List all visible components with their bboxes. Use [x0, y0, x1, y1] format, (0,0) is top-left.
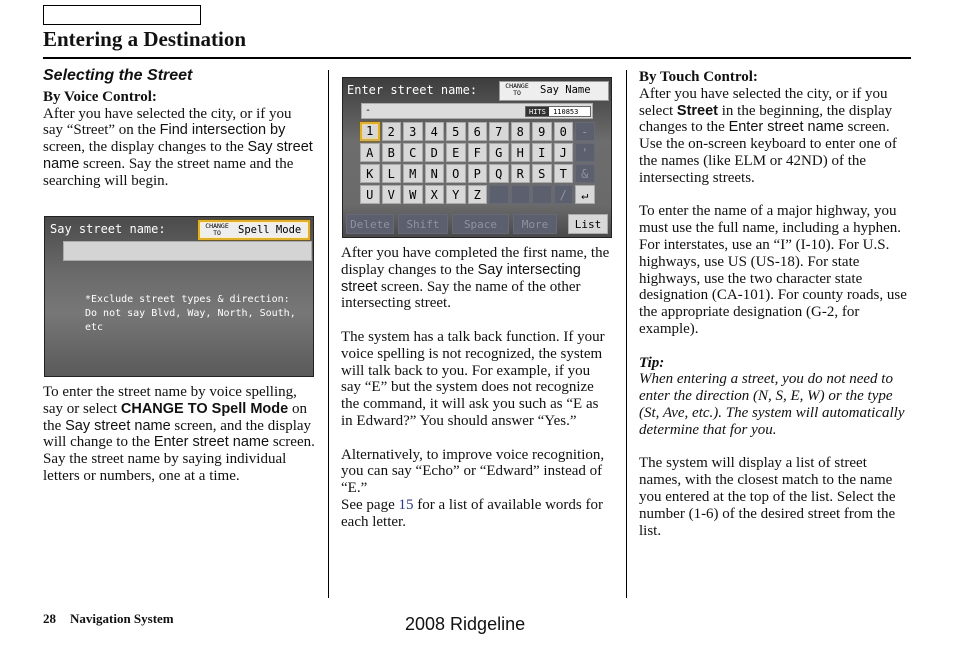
- key[interactable]: 3: [403, 122, 423, 141]
- keyboard-bottom-row: [346, 214, 610, 234]
- delete-button[interactable]: Delete: [346, 214, 394, 234]
- key[interactable]: O: [446, 164, 466, 183]
- page-15-link[interactable]: 15: [398, 496, 414, 513]
- key[interactable]: S: [532, 164, 552, 183]
- title-rule: [43, 57, 911, 59]
- hits-counter: HITS 110853: [525, 106, 591, 117]
- change-to-spell-mode-button[interactable]: CHANGE TO Spell Mode: [198, 220, 310, 240]
- voice-paragraph: After you have selected the city, or if you say “Street” on the Find intersection by screen, the display changes to the Say street name screen. Say the street name and the searching will begin.: [43, 105, 313, 189]
- key[interactable]: B: [382, 143, 402, 162]
- key[interactable]: R: [511, 164, 531, 183]
- key[interactable]: F: [468, 143, 488, 162]
- enter-street-name-screen: [342, 77, 612, 238]
- screen-label: Enter street name:: [347, 83, 478, 97]
- key[interactable]: C: [403, 143, 423, 162]
- key[interactable]: 0: [554, 122, 574, 141]
- key[interactable]: [489, 185, 509, 204]
- key[interactable]: V: [382, 185, 402, 204]
- key[interactable]: E: [446, 143, 466, 162]
- say-street-name-screen: [44, 216, 314, 377]
- key[interactable]: Q: [489, 164, 509, 183]
- list-button[interactable]: List: [568, 214, 608, 234]
- voice-heading: By Voice Control:: [43, 88, 157, 105]
- key[interactable]: A: [360, 143, 380, 162]
- individual-letters-paragraph: Say the street name by saying individual letters or numbers, one at a time.: [43, 451, 287, 484]
- list-paragraph: The system will display a list of street names, with the closest match to the name you entered at the top of the list. Select the number (1-6) of the desired street from the list.: [639, 455, 896, 539]
- more-button[interactable]: More: [513, 214, 557, 234]
- key[interactable]: 8: [511, 122, 531, 141]
- key[interactable]: -: [575, 122, 595, 141]
- page-title: Entering a Destination: [43, 27, 247, 51]
- key[interactable]: N: [425, 164, 445, 183]
- key[interactable]: M: [403, 164, 423, 183]
- exclude-note: *Exclude street types & direction: Do not say Blvd, Way, North, South, etc: [85, 294, 296, 333]
- footer-section: Navigation System: [70, 611, 174, 626]
- footer-left: [43, 611, 174, 627]
- touch-heading: By Touch Control:: [639, 69, 758, 85]
- column-divider-2: [626, 70, 627, 598]
- key[interactable]: H: [511, 143, 531, 162]
- alternative-paragraph: Alternatively, to improve voice recognition, you can say “Echo” or “Edward” instead of “E.”: [341, 446, 605, 497]
- key[interactable]: J: [554, 143, 574, 162]
- key[interactable]: 6: [468, 122, 488, 141]
- tip-text: When entering a street, you do not need to enter the direction (N, S, E, W) or the type (St, Ave, etc.). The system will automatically determine that for you.: [639, 371, 905, 438]
- key[interactable]: 4: [425, 122, 445, 141]
- key[interactable]: /: [554, 185, 574, 204]
- footer-model: 2008 Ridgeline: [405, 614, 526, 634]
- shift-button[interactable]: Shift: [398, 214, 448, 234]
- page-number: 28: [43, 611, 56, 626]
- key[interactable]: L: [382, 164, 402, 183]
- screen-label: Say street name:: [50, 222, 166, 236]
- left-column: [43, 68, 315, 190]
- street-name-field: [63, 241, 312, 261]
- key[interactable]: U: [360, 185, 380, 204]
- key[interactable]: D: [425, 143, 445, 162]
- key[interactable]: K: [360, 164, 380, 183]
- key[interactable]: &: [575, 164, 595, 183]
- key[interactable]: W: [403, 185, 423, 204]
- key[interactable]: T: [554, 164, 574, 183]
- right-column: [639, 69, 911, 539]
- header-box: [43, 5, 201, 25]
- key[interactable]: P: [468, 164, 488, 183]
- tip-heading: Tip:: [639, 354, 665, 371]
- change-to-say-name-button[interactable]: CHANGE TO Say Name: [499, 81, 609, 101]
- column-divider-1: [328, 70, 329, 598]
- key[interactable]: [532, 185, 552, 204]
- key[interactable]: Z: [468, 185, 488, 204]
- key[interactable]: 5: [446, 122, 466, 141]
- spell-mode-paragraph: To enter the street name by voice spelling, say or select CHANGE TO Spell Mode on the Say street name screen, and the display will change to the Enter street name screen.: [43, 384, 315, 451]
- key[interactable]: 9: [532, 122, 552, 141]
- touch-paragraph: After you have selected the city, or if you select Street in the beginning, the display changes to the Enter street name screen. Use the on-screen keyboard to enter one of the names (like ELM or 42ND) of the intersecting streets.: [639, 85, 897, 186]
- highway-paragraph: To enter the name of a major highway, you must use the full name, including a hyphen. For interstates, use an “I” (I-10). For U.S. highways, use US (US-18). For state highways, use the two character state designation (CA-101). For county roads, use the appropriate designation (G-2, for example).: [639, 203, 907, 337]
- key[interactable]: 2: [382, 122, 402, 141]
- space-button[interactable]: Space: [452, 214, 509, 234]
- key[interactable]: X: [425, 185, 445, 204]
- street-entry-field[interactable]: -: [361, 103, 593, 119]
- key[interactable]: [511, 185, 531, 204]
- key[interactable]: Y: [446, 185, 466, 204]
- intersecting-paragraph: After you have completed the first name, the display changes to the Say intersecting street screen. Say the name of the other intersecting street.: [341, 245, 610, 312]
- middle-column: [341, 245, 613, 531]
- on-screen-keyboard: [360, 122, 595, 204]
- talk-back-paragraph: The system has a talk back function. If your voice spelling is not recognized, the system will talk back to you. For example, if you say “E” but the system does not recognize the command, it will ask you such as “E as in Edward?” You should answer “Yes.”: [341, 328, 605, 429]
- see-page-paragraph: See page 15 for a list of available words for each letter.: [341, 496, 604, 530]
- key[interactable]: I: [532, 143, 552, 162]
- key[interactable]: 7: [489, 122, 509, 141]
- key[interactable]: ': [575, 143, 595, 162]
- section-heading: Selecting the Street: [43, 67, 193, 84]
- key[interactable]: 1: [360, 122, 380, 141]
- left-column-lower: [43, 384, 315, 485]
- key[interactable]: G: [489, 143, 509, 162]
- key[interactable]: ↵: [575, 185, 595, 204]
